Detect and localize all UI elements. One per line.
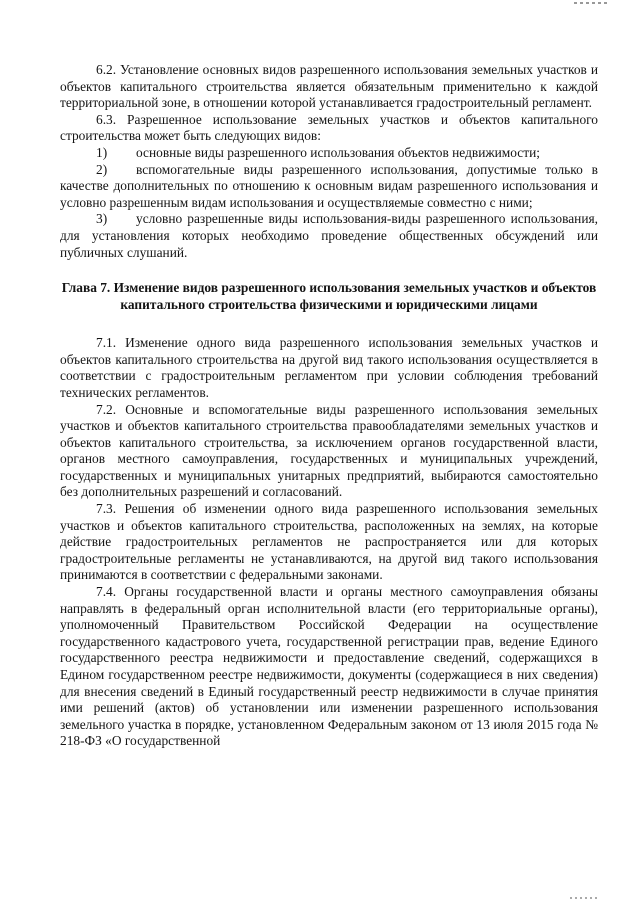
paragraph-7-4: 7.4. Органы государственной власти и органы местного самоуправления обязаны направлять в федеральный орган исполнительной власти (его территориальные органы), уполномоченный Правительством Российской Федерации на осуществление государственного кадастрового учета, государственной регистрации прав, ведение Единого государственного реестра недвижимости и предоставление сведений, содержащихся в Едином государственном реестре недвижимости, документы (содержащиеся в них сведения) для внесения сведений в Единый государственный реестр недвижимости в случае принятия ими решений (актов) об установлении или изменении разрешенного использования земельного участка в порядке, установленном Федеральным законом от 13 июля 2015 года № 218-ФЗ «О государственной bbox=[60, 584, 598, 749]
list-item-1 bbox=[60, 145, 598, 162]
list-item-number: 3) bbox=[96, 211, 108, 227]
paragraph-6-3: 6.3. Разрешенное использование земельных участков и объектов капитального строительства может быть следующих видов: bbox=[60, 111, 598, 144]
list-item-3 bbox=[60, 211, 598, 261]
list-item-text: основные виды разрешенного использования объектов недвижимости; bbox=[136, 144, 540, 160]
list-item-text: вспомогательные виды разрешенного использования, допустимые только в качестве дополнительных по отношению к основным видам разрешенного использования и условно разрешенным видам использования и осуществляемые совместно с ними; bbox=[60, 161, 598, 210]
list-item-text: условно разрешенные виды использования-виды разрешенного использования, для установления которых необходимо проведение общественных обсуждений или публичных слушаний. bbox=[60, 211, 598, 260]
scan-artifact-bottom bbox=[570, 897, 600, 899]
chapter-7-heading: Глава 7. Изменение видов разрешенного использования земельных участков и объектов капитального строительства физическими и юридическими лицами bbox=[61, 280, 597, 313]
paragraph-7-3: 7.3. Решения об изменении одного вида разрешенного использования земельных участков и объектов капитального строительства, расположенных на землях, на которые действие градостроительных регламентов не распространяется или для которых градостроительные регламенты не устанавливаются, на другой вид такого использования принимаются в соответствии с федеральными законами. bbox=[60, 501, 598, 583]
list-item-number: 1) bbox=[96, 144, 108, 160]
list-item-number: 2) bbox=[96, 161, 108, 177]
list-item-2 bbox=[60, 162, 598, 212]
paragraph-7-1: 7.1. Изменение одного вида разрешенного использования земельных участков и объектов капитального строительства на другой вид такого использования осуществляется в соответствии с градостроительным регламентом при условии соблюдения требований технических регламентов. bbox=[60, 335, 598, 400]
paragraph-7-2: 7.2. Основные и вспомогательные виды разрешенного использования земельных участков и объектов капитального строительства правообладателями земельных участков и объектов капитального строительства, за исключением органов государственной власти, органов местного самоуправления, государственных и муниципальных учреждений, государственных и муниципальных унитарных предприятий, выбираются самостоятельно без дополнительных разрешений и согласований. bbox=[60, 401, 598, 500]
paragraph-6-2: 6.2. Установление основных видов разрешенного использования земельных участков и объектов капитального строительства является обязательным применительно к каждой территориальной зоне, в отношении которой устанавливается градостроительный регламент. bbox=[60, 62, 598, 111]
document-page bbox=[60, 62, 598, 750]
scan-artifact-top bbox=[574, 2, 610, 4]
